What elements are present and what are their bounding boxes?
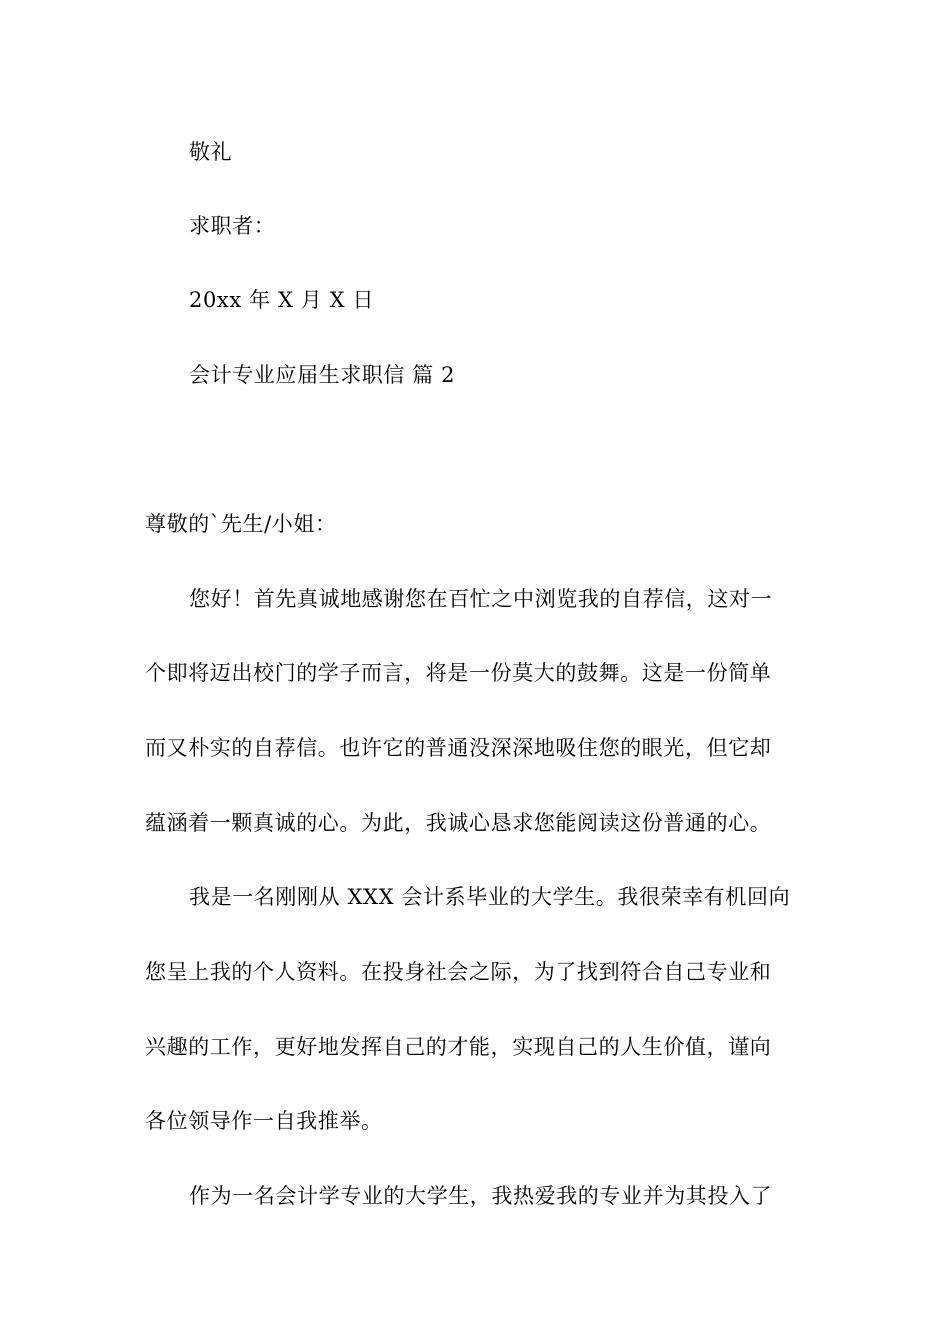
paragraph-2-line-3: 兴趣的工作，更好地发挥自己的才能，实现自己的人生价值，谨向 <box>145 1035 772 1059</box>
paragraph-1-line-1: 您好！首先真诚地感谢您在百忙之中浏览我的自荐信，这对一 <box>189 587 773 611</box>
paragraph-1-line-4: 蕴涵着一颗真诚的心。为此，我诚心恳求您能阅读这份普通的心。 <box>145 811 772 835</box>
paragraph-1-line-3: 而又朴实的自荐信。也许它的普通没深深地吸住您的眼光，但它却 <box>145 736 772 760</box>
paragraph-2-line-4: 各位领导作一自我推举。 <box>145 1109 383 1133</box>
salutation: 尊敬的`先生/小姐： <box>145 512 337 536</box>
section-title: 会计专业应届生求职信 篇 2 <box>189 363 456 387</box>
letter-date: 20xx 年 X 月 X 日 <box>189 288 375 312</box>
signature-label: 求职者： <box>189 214 276 238</box>
closing-line: 敬礼 <box>189 140 233 164</box>
paragraph-2-line-1: 我是一名刚刚从 XXX 会计系毕业的大学生。我很荣幸有机回向 <box>189 885 791 909</box>
paragraph-2-line-2: 您呈上我的个人资料。在投身社会之际，为了找到符合自己专业和 <box>145 960 772 984</box>
paragraph-1-line-2: 个即将迈出校门的学子而言，将是一份莫大的鼓舞。这是一份简单 <box>145 661 772 685</box>
paragraph-3-line-1: 作为一名会计学专业的大学生，我热爱我的专业并为其投入了 <box>189 1184 773 1208</box>
